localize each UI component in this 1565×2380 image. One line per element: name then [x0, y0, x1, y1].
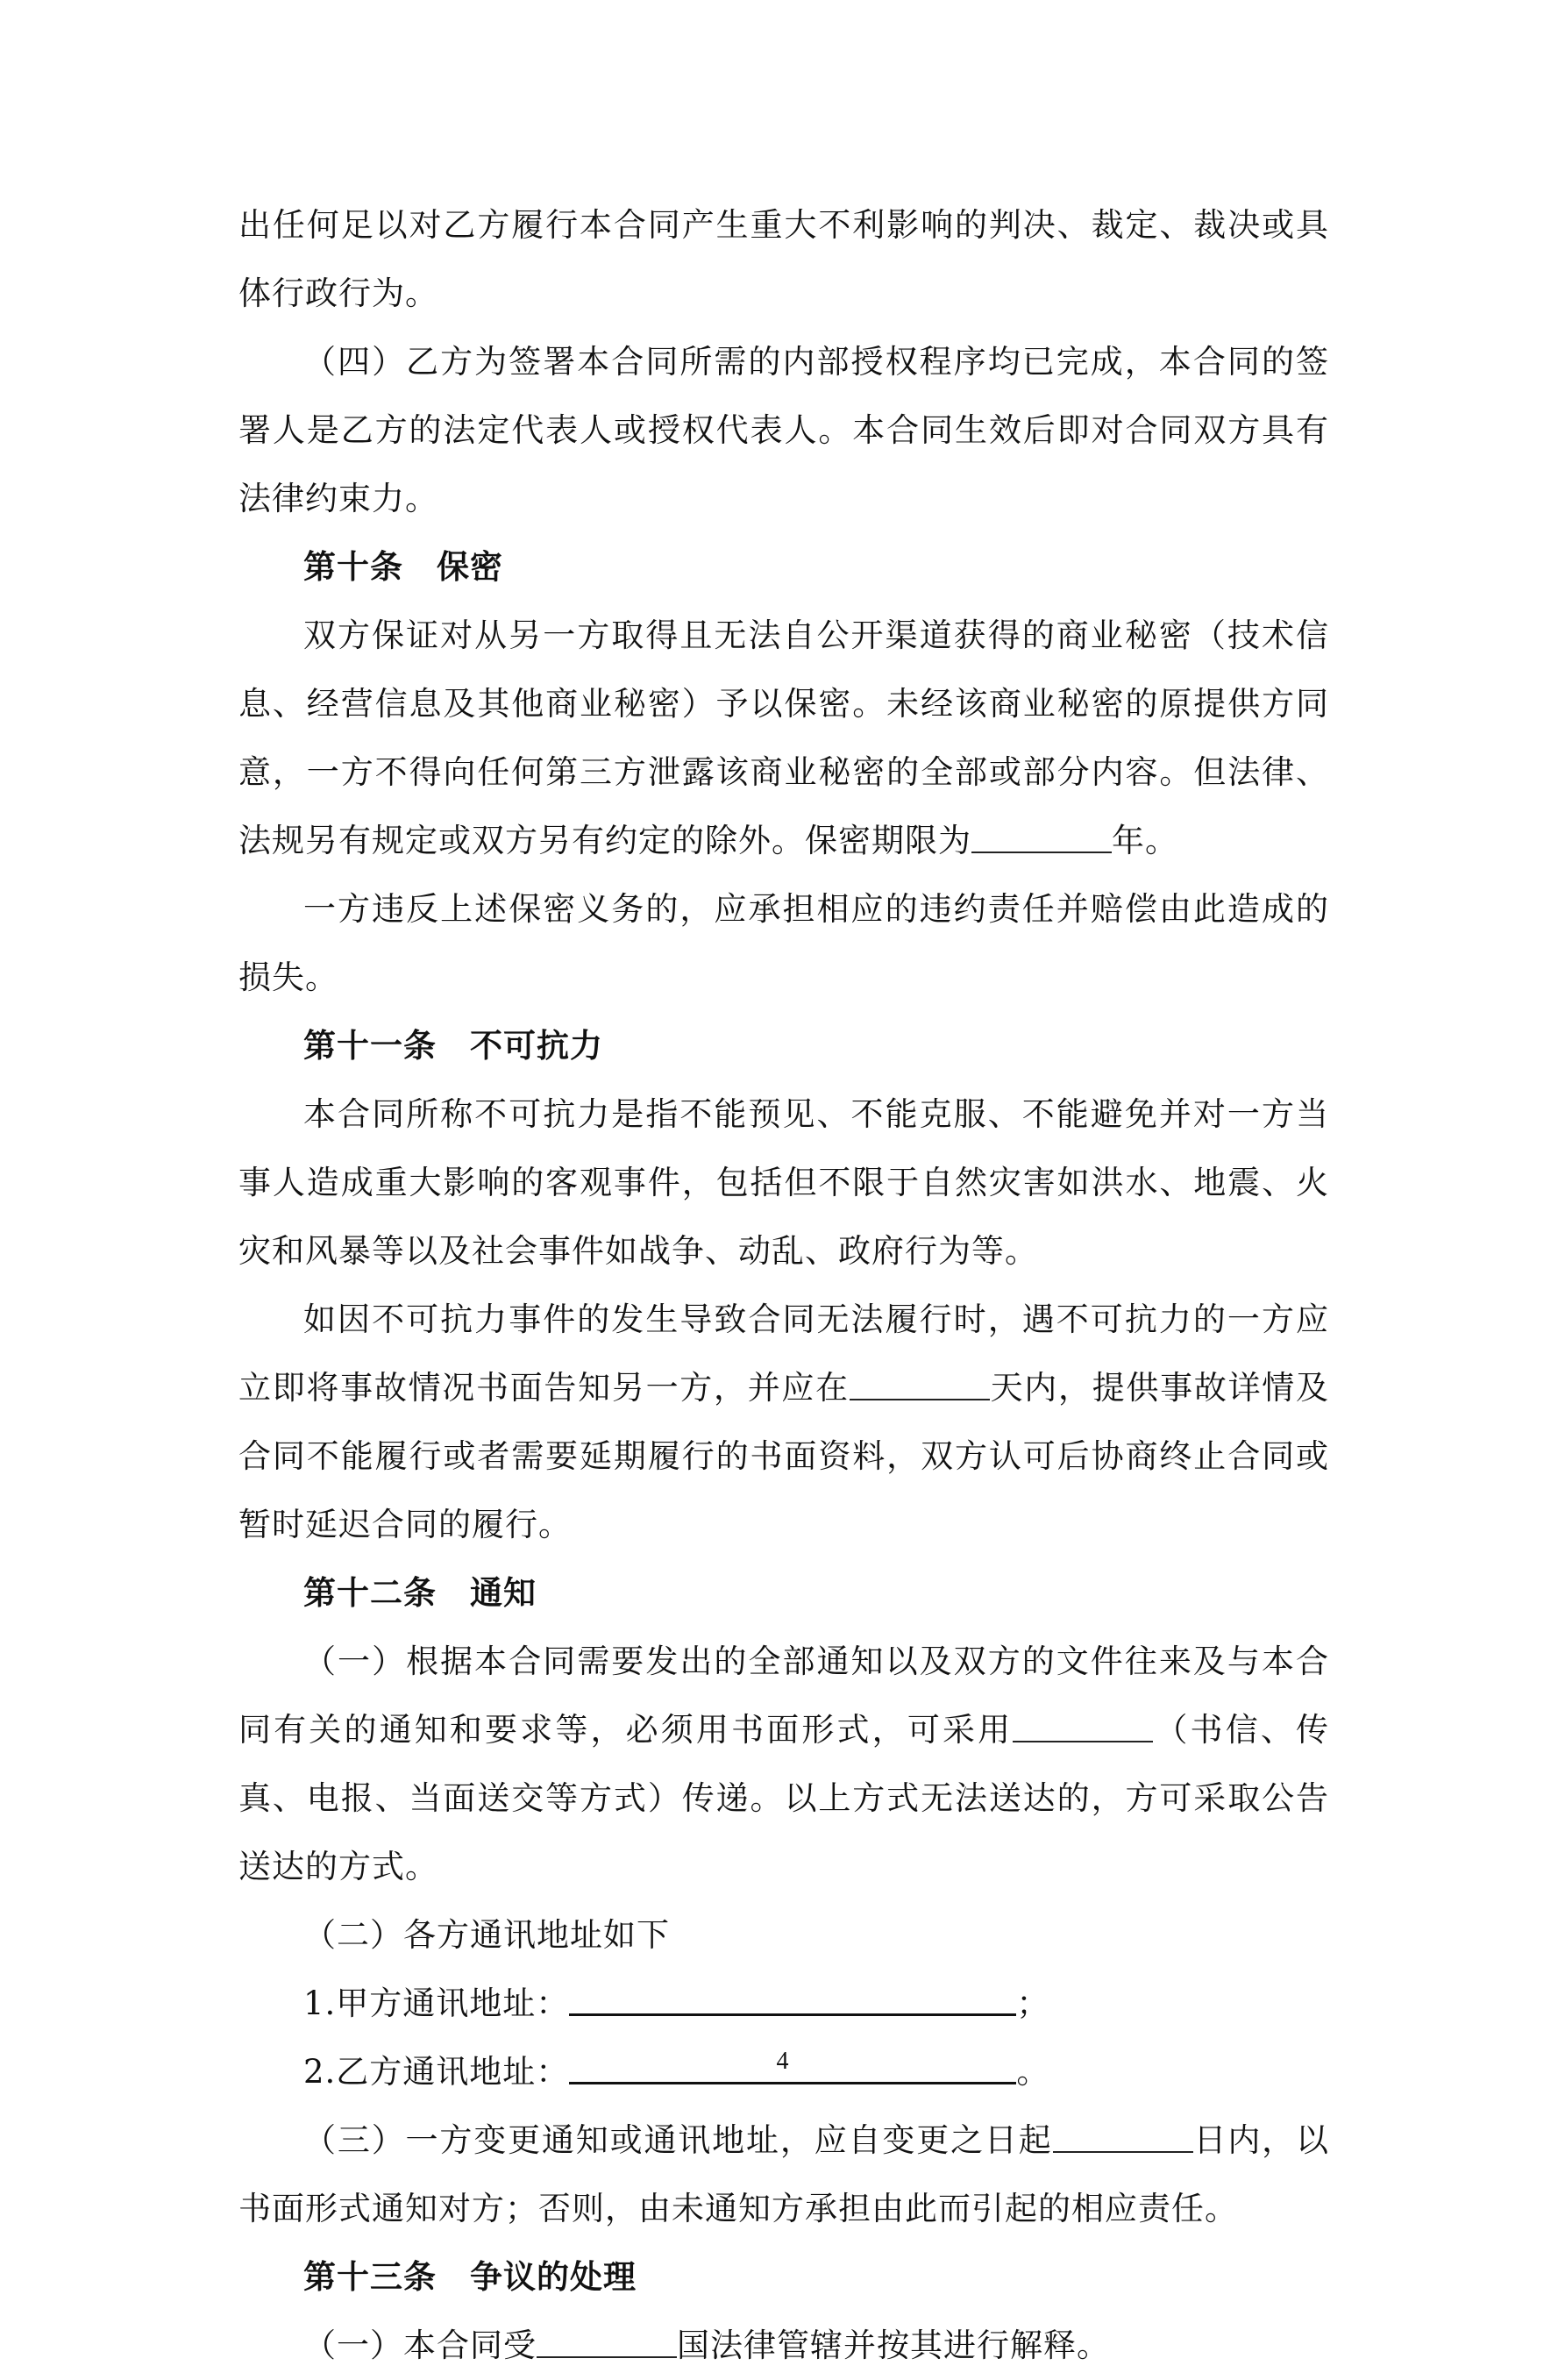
clause-paragraph — [238, 602, 1329, 875]
fill-in-blank[interactable] — [971, 825, 1112, 853]
clause-text: 。 — [1016, 2053, 1050, 2091]
clause-paragraph — [238, 2106, 1329, 2243]
clause-text: 2.乙方通讯地址： — [303, 2053, 570, 2091]
page-number: 4 — [776, 2048, 789, 2075]
fill-in-blank[interactable] — [850, 1372, 990, 1400]
article-number: 第十条 — [303, 548, 403, 586]
clause-paragraph — [238, 1286, 1329, 1559]
article-heading — [238, 1012, 1329, 1080]
article-title: 通知 — [470, 1574, 537, 1612]
clause-paragraph — [238, 1080, 1329, 1286]
clause-text: （三）一方变更通知或通讯地址，应自变更之日起 — [303, 2121, 1053, 2159]
article-number: 第十三条 — [303, 2258, 437, 2296]
clause-text: （一）本合同受 — [303, 2327, 537, 2364]
clause-text: 年。 — [1112, 822, 1178, 859]
clause-text: （书信、传真、电报、当面送交等方式）传递。以上方式无法送达的，方可采取公告送达的方式。 — [238, 1711, 1330, 1885]
article-heading — [238, 1559, 1329, 1628]
article-title: 争议的处理 — [470, 2258, 637, 2296]
clause-text: 1.甲方通讯地址： — [303, 1985, 570, 2022]
fill-in-blank[interactable] — [569, 1987, 1016, 2016]
clause-text: 一方违反上述保密义务的，应承担相应的违约责任并赔偿由此造成的损失。 — [238, 890, 1329, 996]
fill-in-blank[interactable] — [1013, 1714, 1153, 1742]
clause-text: 本合同所称不可抗力是指不能预见、不能克服、不能避免并对一方当事人造成重大影响的客观事件，包括但不限于自然灾害如洪水、地震、火灾和风暴等以及社会事件如战争、动乱、政府行为等。 — [238, 1095, 1329, 1270]
article-heading — [238, 533, 1329, 602]
clause-paragraph — [238, 875, 1329, 1012]
clause-text: （一）根据本合同需要发出的全部通知以及双方的文件往来及与本合同有关的通知和要求等，必须用书面形式，可采用 — [238, 1642, 1329, 1749]
article-number: 第十二条 — [303, 1574, 437, 1612]
clause-paragraph — [238, 191, 1329, 328]
clause-text: 日内，以书面形式通知对方；否则，由未通知方承担由此而引起的相应责任。 — [238, 2121, 1330, 2227]
clause-text: 如因不可抗力事件的发生导致合同无法履行时，遇不可抗力的一方应立即将事故情况书面告知另一方，并应在 — [238, 1300, 1329, 1407]
clause-paragraph — [238, 1901, 1329, 1970]
clause-text: ； — [1016, 1985, 1050, 2022]
clause-text: （二）各方通讯地址如下 — [303, 1916, 670, 1954]
clause-text: 出任何足以对乙方履行本合同产生重大不利影响的判决、裁定、裁决或具体行政行为。 — [238, 206, 1329, 312]
clause-paragraph — [238, 1628, 1329, 1901]
fill-in-blank[interactable] — [537, 2330, 677, 2358]
fill-in-blank[interactable] — [1053, 2125, 1193, 2153]
clause-paragraph — [238, 1970, 1329, 2038]
clause-text: （四）乙方为签署本合同所需的内部授权程序均已完成，本合同的签署人是乙方的法定代表人或授权代表人。本合同生效后即对合同双方具有法律约束力。 — [238, 343, 1329, 517]
clause-text: 双方保证对从另一方取得且无法自公开渠道获得的商业秘密（技术信息、经营信息及其他商业秘密）予以保密。未经该商业秘密的原提供方同意，一方不得向任何第三方泄露该商业秘密的全部或部分内容。但法律、法规另有规定或双方另有约定的除外。保密期限为 — [238, 616, 1329, 859]
clause-paragraph — [238, 2312, 1329, 2380]
clause-text: 天内，提供事故详情及合同不能履行或者需要延期履行的书面资料，双方认可后协商终止合同或暂时延迟合同的履行。 — [238, 1369, 1330, 1543]
article-title: 保密 — [437, 548, 503, 586]
clause-text: 国法律管辖并按其进行解释。 — [677, 2327, 1110, 2364]
article-number: 第十一条 — [303, 1027, 437, 1065]
clause-paragraph — [238, 328, 1329, 533]
article-title: 不可抗力 — [470, 1027, 603, 1065]
article-heading — [238, 2243, 1329, 2312]
